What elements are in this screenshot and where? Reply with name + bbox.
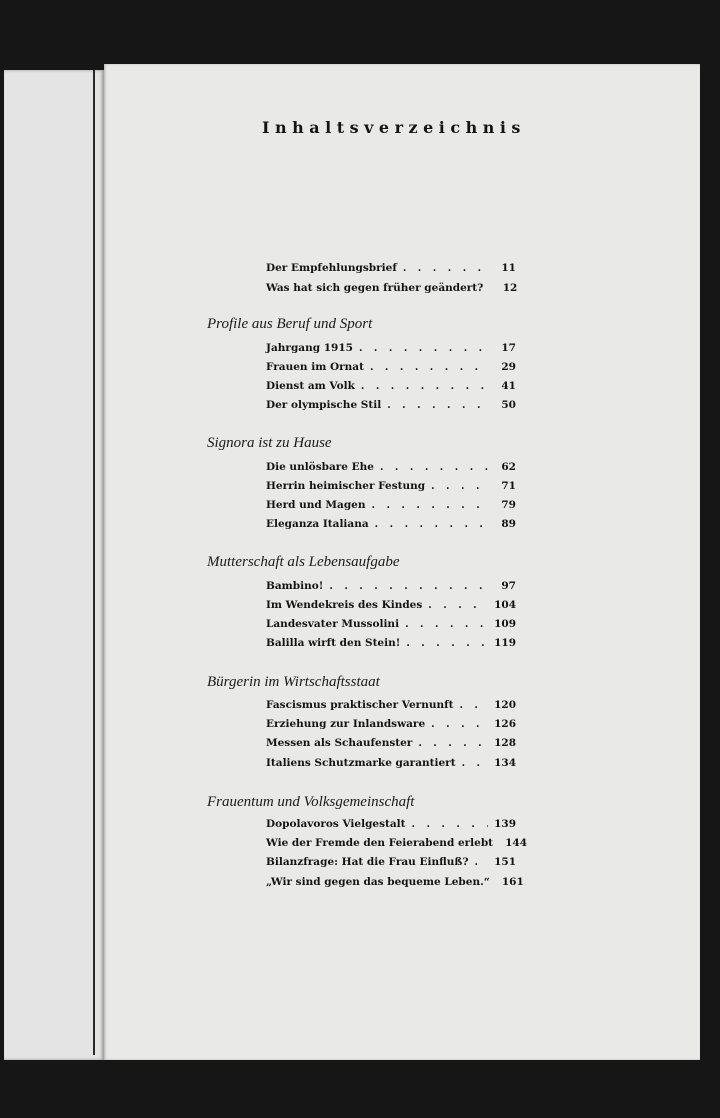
toc-entry: [266, 480, 516, 498]
toc-entry: [266, 518, 516, 536]
toc-entry: [266, 818, 516, 836]
entry-title: Bilanzfrage: Hat die Frau Einfluß?: [266, 856, 469, 868]
toc-entry: [266, 718, 516, 736]
dot-leader: [462, 758, 488, 769]
dot-leader: [380, 462, 488, 473]
entry-title: Im Wendekreis des Kindes: [266, 599, 423, 611]
entry-title: Balilla wirft den Stein!: [266, 637, 401, 649]
entry-page: 104: [494, 599, 516, 611]
toc-entry: [266, 837, 528, 855]
left-page-edge: [4, 70, 104, 1060]
dot-leader: [403, 263, 488, 274]
section-heading: Frauentum und Volksgemeinschaft: [207, 794, 415, 810]
toc-title: Inhaltsverzeichnis: [262, 118, 526, 137]
entry-page: 161: [501, 876, 524, 888]
entry-page: 12: [502, 282, 518, 294]
dot-leader: [418, 738, 488, 749]
entry-page: 41: [501, 380, 516, 392]
section-heading: Signora ist zu Hause: [207, 435, 332, 451]
dot-leader: [412, 819, 489, 830]
entry-title: Fascismus praktischer Vernunft: [266, 699, 454, 711]
entry-page: 134: [494, 757, 516, 769]
toc-entry: [266, 342, 516, 360]
entry-page: 11: [501, 262, 516, 274]
section-heading: Bürgerin im Wirtschaftsstaat: [207, 674, 380, 690]
entry-page: 119: [494, 637, 516, 649]
entry-title: Herd und Magen: [266, 499, 366, 511]
entry-title: Was hat sich gegen früher geändert?: [266, 282, 484, 294]
toc-entry: [266, 856, 516, 874]
toc-entry: [266, 737, 516, 755]
entry-page: 29: [501, 361, 516, 373]
entry-page: 50: [501, 399, 516, 411]
dot-leader: [459, 700, 488, 711]
entry-page: 128: [494, 737, 516, 749]
dot-leader: [375, 519, 488, 530]
dot-leader: [359, 343, 488, 354]
entry-page: 139: [494, 818, 516, 830]
entry-title: Messen als Schaufenster: [266, 737, 413, 749]
entry-page: 144: [505, 837, 528, 849]
entry-page: 120: [494, 699, 516, 711]
entry-title: Dopolavoros Vielgestalt: [266, 818, 406, 830]
toc-entry: [266, 262, 516, 280]
entry-page: 79: [501, 499, 516, 511]
dot-leader: [406, 638, 488, 649]
section-heading: Profile aus Beruf und Sport: [207, 316, 373, 332]
toc-entry: [266, 757, 516, 775]
entry-title: Der Empfehlungsbrief: [266, 262, 397, 274]
dot-leader: [370, 362, 488, 373]
dot-leader: [405, 619, 488, 630]
entry-title: Erziehung zur Inlandsware: [266, 718, 426, 730]
entry-title: Der olympische Stil: [266, 399, 382, 411]
toc-entry: [266, 580, 516, 598]
toc-entry: [266, 876, 524, 894]
dot-leader: [431, 719, 488, 730]
dot-leader: [361, 381, 488, 392]
dot-leader: [431, 481, 488, 492]
dot-leader: [371, 500, 488, 511]
entry-page: 89: [501, 518, 516, 530]
entry-page: 151: [494, 856, 516, 868]
toc-entry: [266, 399, 516, 417]
entry-title: Herrin heimischer Festung: [266, 480, 426, 492]
entry-title: Jahrgang 1915: [266, 342, 353, 354]
toc-entry: [266, 282, 516, 300]
entry-title: Dienst am Volk: [266, 380, 355, 392]
entry-page: 71: [501, 480, 516, 492]
toc-entry: [266, 461, 516, 479]
entry-page: 17: [501, 342, 516, 354]
entry-title: Italiens Schutzmarke garantiert: [266, 757, 456, 769]
entry-page: 97: [501, 580, 516, 592]
toc-entry: [266, 699, 516, 717]
dot-leader: [387, 400, 488, 411]
entry-page: 62: [501, 461, 516, 473]
toc-entry: [266, 618, 516, 636]
book-gutter: [93, 70, 95, 1055]
toc-entry: [266, 599, 516, 617]
dot-leader: [474, 857, 488, 868]
entry-title: Die unlösbare Ehe: [266, 461, 374, 473]
section-heading: Mutterschaft als Lebensaufgabe: [207, 554, 400, 570]
toc-entry: [266, 499, 516, 517]
toc-entry: [266, 637, 516, 655]
toc-page: [104, 64, 700, 1060]
toc-entry: [266, 361, 516, 379]
entry-title: Wie der Fremde den Feierabend erlebt: [266, 837, 494, 849]
dot-leader: [428, 600, 488, 611]
entry-title: Bambino!: [266, 580, 324, 592]
toc-entry: [266, 380, 516, 398]
entry-title: Landesvater Mussolini: [266, 618, 400, 630]
entry-page: 109: [494, 618, 516, 630]
entry-title: Frauen im Ornat: [266, 361, 364, 373]
dot-leader: [329, 581, 488, 592]
entry-title: „Wir sind gegen das bequeme Leben.“: [266, 876, 490, 888]
entry-page: 126: [494, 718, 516, 730]
entry-title: Eleganza Italiana: [266, 518, 369, 530]
